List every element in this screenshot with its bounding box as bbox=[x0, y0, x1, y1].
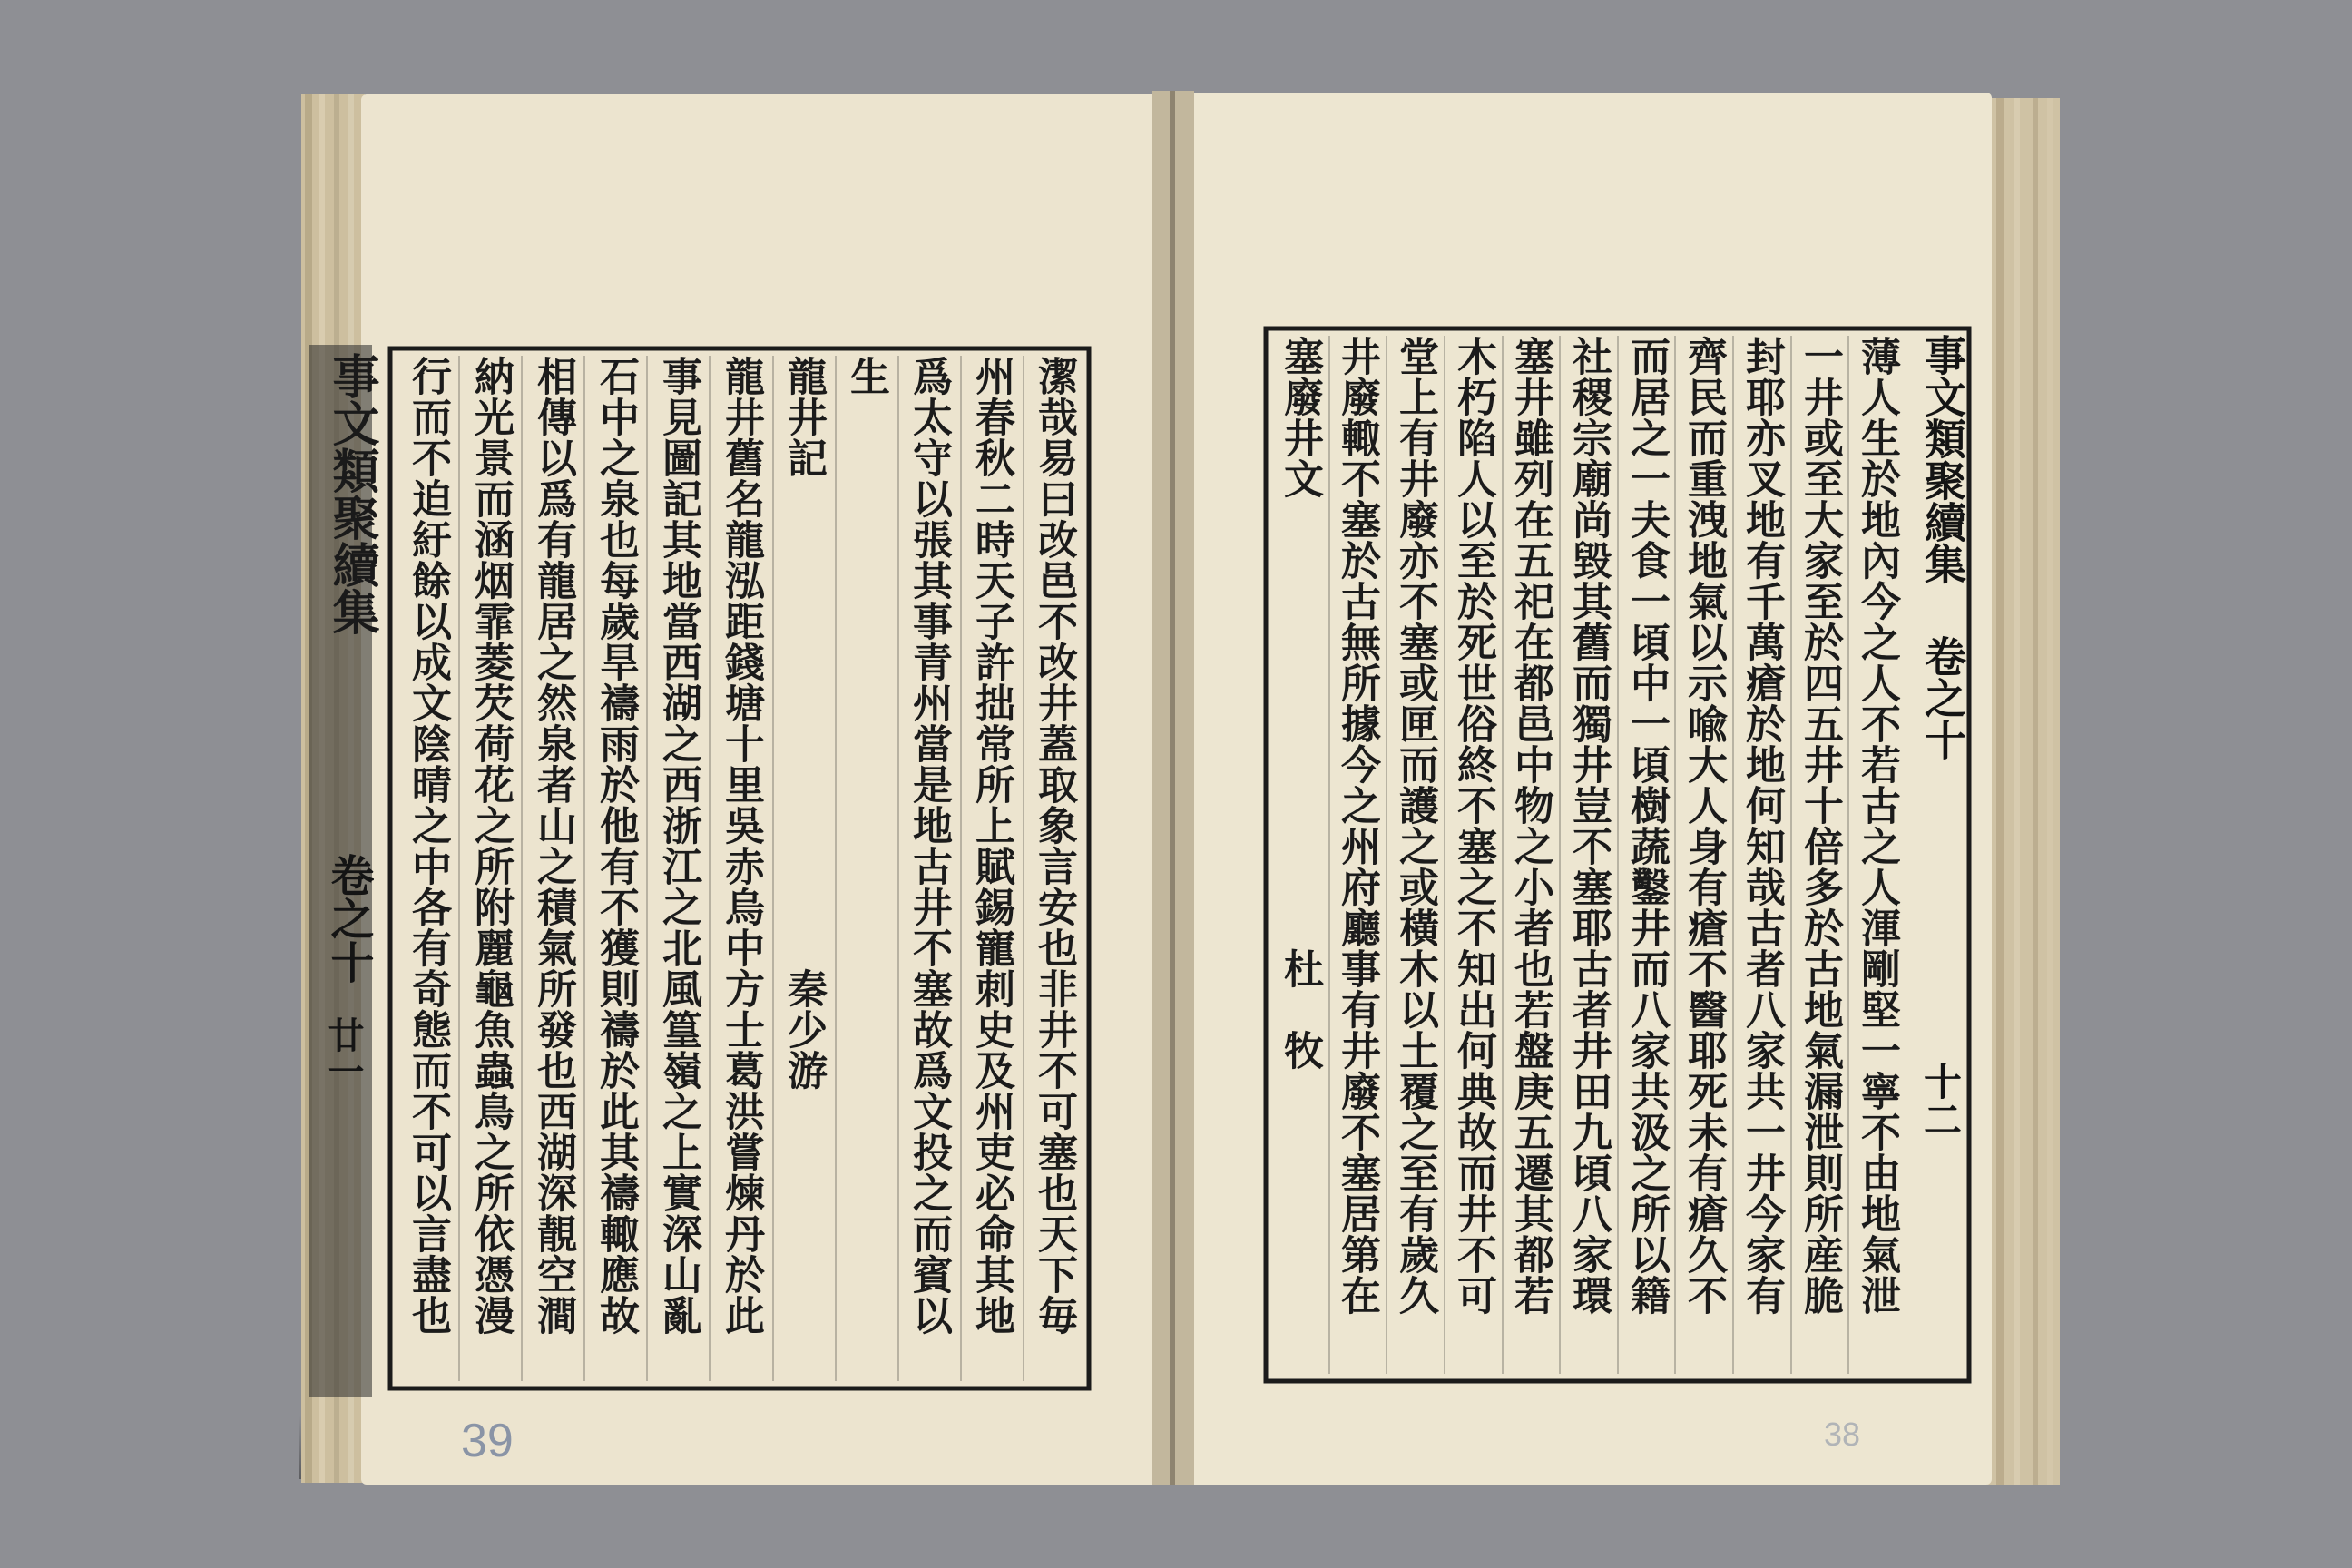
right_page-column-rule bbox=[1790, 336, 1792, 1374]
right-page-text bbox=[1270, 336, 1906, 1376]
right_page-column: 堂上有井廢亦不塞或匣而護之或橫木以土覆之至有歲久 bbox=[1392, 336, 1438, 1316]
left_page-column-rule bbox=[583, 356, 585, 1381]
right_page-column: 齊民而重洩地氣以示喩大人身有瘡不醫耶死未有瘡久不 bbox=[1681, 336, 1727, 1316]
right_page-column: 一井或至大家至於四五井十倍多於古地氣漏泄則所産脆 bbox=[1797, 336, 1843, 1316]
right-volume-label: 卷之十 bbox=[1918, 635, 1967, 760]
left_page-column: 石中之泉也每歲旱禱雨於他有不獲則禱於此其禱輙應故 bbox=[593, 356, 639, 1336]
left_page-column: 潔哉易曰改邑不改井蓋取象言安也非井不可塞也天下毎 bbox=[1031, 356, 1077, 1336]
left_page-column-rule bbox=[458, 356, 460, 1381]
left-volume-label: 卷之十 bbox=[323, 853, 374, 984]
right_page-column-rule bbox=[1559, 336, 1561, 1374]
right_page-column: 木朽陷人以至於死世俗終不塞之不知出何典故而井不可 bbox=[1450, 336, 1496, 1316]
right_page-column-rule bbox=[1386, 336, 1387, 1374]
right_page-column-rule bbox=[1444, 336, 1446, 1374]
left_page-column: 相傳以爲有龍居之然泉者山之積氣所發也西湖深靚空澗 bbox=[530, 356, 576, 1336]
left_page-column: 行而不迫紆餘以成文陰晴之中各有奇態而不可以言盡也 bbox=[405, 356, 451, 1336]
left-page-text bbox=[396, 356, 1085, 1383]
right_page-column-rule bbox=[1502, 336, 1504, 1374]
right-page-number: 38 bbox=[1824, 1416, 1861, 1453]
left-margin-title: 事文類聚續集 bbox=[324, 352, 379, 635]
left_page-column-rule bbox=[521, 356, 523, 1381]
right_page-column: 封耶亦叉地有千萬瘡於地何知哉古者八家共一井今家有 bbox=[1739, 336, 1785, 1316]
left_page-column-rule bbox=[897, 356, 899, 1381]
left_page-column: 納光景而涵烟霏菱芡荷花之所附麗龜魚蟲鳥之所依憑漫 bbox=[467, 356, 514, 1336]
left_page-column-rule bbox=[646, 356, 648, 1381]
right_page-column-rule bbox=[1847, 336, 1849, 1374]
left_page-column-rule bbox=[772, 356, 774, 1381]
left_page-column: 爲太守以張其事青州當是地古井不塞故爲文投之而賓以 bbox=[906, 356, 952, 1336]
right_page-column-rule bbox=[1328, 336, 1330, 1374]
right_page-column: 塞井雖列在五祀在都邑中物之小者也若盤庚五遷其都若 bbox=[1507, 336, 1553, 1316]
left_page-column: 事見圖記其地當西湖之西浙江之北風篁嶺之上實深山亂 bbox=[655, 356, 701, 1336]
left_page-column: 龍井舊名龍泓距錢塘十里吳赤烏中方士葛洪嘗煉丹於此 bbox=[718, 356, 764, 1336]
right_page-column: 薄人生於地內今之人不若古之人渾剛堅一寧不由地氣泄 bbox=[1854, 336, 1900, 1316]
right_page-column: 而居之一夫食一頃中一頃樹蔬鑿井而八家共汲之所以籍 bbox=[1623, 336, 1670, 1316]
right_page-column-rule bbox=[1617, 336, 1619, 1374]
left-folio: 廿一 bbox=[322, 1016, 365, 1089]
right_page-column: 社稷宗廟尚毀其舊而獨井豈不塞耶古者井田九頃八家環 bbox=[1565, 336, 1612, 1316]
left_page-column: 生 bbox=[843, 356, 889, 397]
left-page-number: 39 bbox=[461, 1415, 514, 1467]
left_page-column-rule bbox=[709, 356, 710, 1381]
right-margin-title: 事文類聚續集 bbox=[1918, 334, 1967, 584]
right_page-column-rule bbox=[1674, 336, 1676, 1374]
right-folio: 十二 bbox=[1918, 1062, 1963, 1138]
right_page-column: 井廢輙不塞於古無所據今之州府廳事有井廢不塞居第在 bbox=[1334, 336, 1380, 1316]
right_page-column-rule bbox=[1732, 336, 1734, 1374]
left_page-column-rule bbox=[835, 356, 837, 1381]
left_page-column: 州春秋二時天子許拙常所上賦錫寵刺史及州吏必命其地 bbox=[968, 356, 1014, 1336]
right_page-column: 塞廢井文 杜 牧 bbox=[1277, 336, 1323, 1071]
left_page-column: 龍井記 秦少游 bbox=[780, 356, 827, 1091]
left_page-column-rule bbox=[1023, 356, 1024, 1381]
left_page-column-rule bbox=[960, 356, 962, 1381]
